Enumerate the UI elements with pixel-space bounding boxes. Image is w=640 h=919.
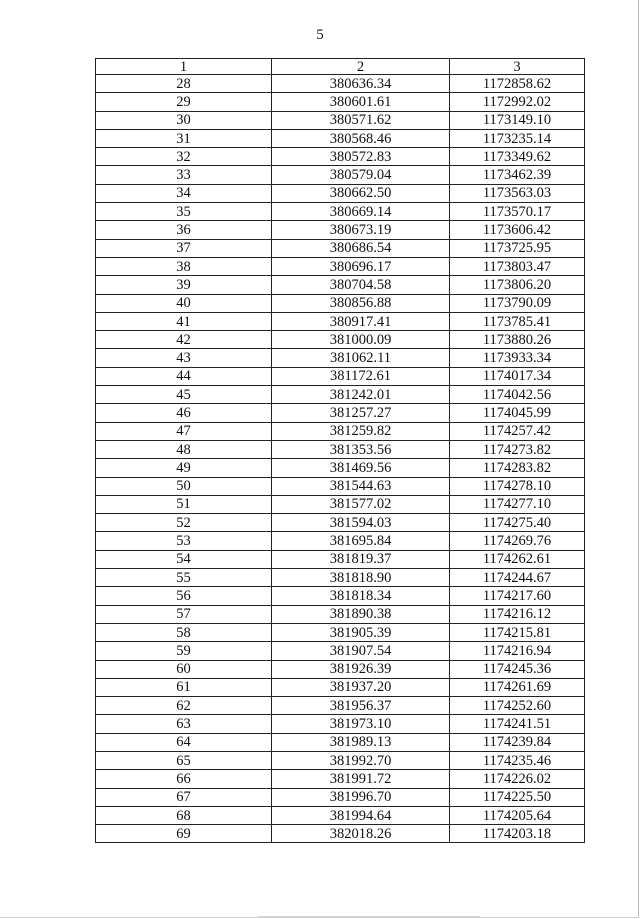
table-cell-col-3: 1174216.94 bbox=[450, 642, 585, 660]
table-cell-col-3: 1172858.62 bbox=[450, 75, 585, 93]
table-cell-col-3: 1173933.34 bbox=[450, 349, 585, 367]
table-cell-col-3: 1174217.60 bbox=[450, 587, 585, 605]
bottom-rule bbox=[258, 916, 480, 917]
table-row bbox=[96, 148, 585, 166]
table-cell-col-2: 380568.46 bbox=[272, 129, 450, 147]
table-cell-col-1: 50 bbox=[96, 477, 272, 495]
table-cell-col-2: 380662.50 bbox=[272, 184, 450, 202]
table-cell-col-2: 382018.26 bbox=[272, 825, 450, 843]
table-row bbox=[96, 239, 585, 257]
table-cell-col-1: 67 bbox=[96, 788, 272, 806]
table-row bbox=[96, 404, 585, 422]
table-cell-col-1: 55 bbox=[96, 569, 272, 587]
header-cell-3: 3 bbox=[450, 59, 585, 75]
table-cell-col-2: 381905.39 bbox=[272, 623, 450, 641]
table-cell-col-1: 35 bbox=[96, 203, 272, 221]
table-cell-col-1: 46 bbox=[96, 404, 272, 422]
table-row bbox=[96, 477, 585, 495]
table-row bbox=[96, 605, 585, 623]
table-cell-col-3: 1174017.34 bbox=[450, 367, 585, 385]
table-cell-col-2: 381926.39 bbox=[272, 660, 450, 678]
table-row bbox=[96, 514, 585, 532]
table-row bbox=[96, 257, 585, 275]
table-row bbox=[96, 93, 585, 111]
table-cell-col-2: 380571.62 bbox=[272, 111, 450, 129]
table-cell-col-2: 381594.03 bbox=[272, 514, 450, 532]
table-cell-col-3: 1173570.17 bbox=[450, 203, 585, 221]
table-body bbox=[96, 75, 585, 843]
table-cell-col-1: 59 bbox=[96, 642, 272, 660]
table-cell-col-1: 34 bbox=[96, 184, 272, 202]
table-row bbox=[96, 678, 585, 696]
table-cell-col-2: 380579.04 bbox=[272, 166, 450, 184]
table-cell-col-3: 1174203.18 bbox=[450, 825, 585, 843]
table-cell-col-3: 1174277.10 bbox=[450, 495, 585, 513]
table-cell-col-2: 381695.84 bbox=[272, 532, 450, 550]
table-cell-col-3: 1174269.76 bbox=[450, 532, 585, 550]
table-cell-col-1: 64 bbox=[96, 733, 272, 751]
table-cell-col-3: 1174235.46 bbox=[450, 751, 585, 769]
table-cell-col-2: 380917.41 bbox=[272, 312, 450, 330]
table-cell-col-1: 40 bbox=[96, 294, 272, 312]
table-cell-col-2: 380673.19 bbox=[272, 221, 450, 239]
table-cell-col-3: 1174241.51 bbox=[450, 715, 585, 733]
table-header bbox=[96, 59, 585, 75]
table-row bbox=[96, 422, 585, 440]
table-cell-col-1: 61 bbox=[96, 678, 272, 696]
table-row bbox=[96, 221, 585, 239]
table-cell-col-1: 42 bbox=[96, 331, 272, 349]
table-cell-col-1: 39 bbox=[96, 276, 272, 294]
table-cell-col-2: 381890.38 bbox=[272, 605, 450, 623]
table-cell-col-2: 381992.70 bbox=[272, 751, 450, 769]
table-cell-col-3: 1174278.10 bbox=[450, 477, 585, 495]
table-row bbox=[96, 276, 585, 294]
table-row bbox=[96, 111, 585, 129]
table-cell-col-2: 380696.17 bbox=[272, 257, 450, 275]
table-cell-col-3: 1174257.42 bbox=[450, 422, 585, 440]
table-row bbox=[96, 166, 585, 184]
table-cell-col-3: 1174042.56 bbox=[450, 386, 585, 404]
table-cell-col-3: 1174252.60 bbox=[450, 697, 585, 715]
table-cell-col-2: 381259.82 bbox=[272, 422, 450, 440]
table-cell-col-3: 1173235.14 bbox=[450, 129, 585, 147]
table-cell-col-3: 1174273.82 bbox=[450, 440, 585, 458]
coordinates-table bbox=[95, 58, 585, 843]
table-row bbox=[96, 733, 585, 751]
table-cell-col-2: 381172.61 bbox=[272, 367, 450, 385]
table-row bbox=[96, 623, 585, 641]
table-cell-col-3: 1173462.39 bbox=[450, 166, 585, 184]
table-row bbox=[96, 75, 585, 93]
table-row bbox=[96, 312, 585, 330]
table-row bbox=[96, 331, 585, 349]
table-cell-col-1: 65 bbox=[96, 751, 272, 769]
table-cell-col-1: 44 bbox=[96, 367, 272, 385]
table-cell-col-3: 1174215.81 bbox=[450, 623, 585, 641]
table-cell-col-2: 381257.27 bbox=[272, 404, 450, 422]
table-row bbox=[96, 660, 585, 678]
table-row bbox=[96, 349, 585, 367]
table-cell-col-3: 1174205.64 bbox=[450, 806, 585, 824]
table-row bbox=[96, 440, 585, 458]
table-cell-col-2: 381353.56 bbox=[272, 440, 450, 458]
table-cell-col-2: 381973.10 bbox=[272, 715, 450, 733]
table-cell-col-2: 381819.37 bbox=[272, 550, 450, 568]
table-cell-col-2: 381062.11 bbox=[272, 349, 450, 367]
table-cell-col-2: 380686.54 bbox=[272, 239, 450, 257]
table-cell-col-1: 57 bbox=[96, 605, 272, 623]
table-cell-col-2: 381956.37 bbox=[272, 697, 450, 715]
table-cell-col-2: 380669.14 bbox=[272, 203, 450, 221]
table-cell-col-2: 381907.54 bbox=[272, 642, 450, 660]
table-cell-col-1: 49 bbox=[96, 459, 272, 477]
table-cell-col-2: 381000.09 bbox=[272, 331, 450, 349]
table-cell-col-3: 1174245.36 bbox=[450, 660, 585, 678]
table-cell-col-2: 380636.34 bbox=[272, 75, 450, 93]
table-row bbox=[96, 129, 585, 147]
table-cell-col-3: 1172992.02 bbox=[450, 93, 585, 111]
table-row bbox=[96, 751, 585, 769]
table-cell-col-2: 381991.72 bbox=[272, 770, 450, 788]
table-cell-col-2: 381994.64 bbox=[272, 806, 450, 824]
header-cell-1: 1 bbox=[96, 59, 272, 75]
table-row bbox=[96, 184, 585, 202]
table-row bbox=[96, 569, 585, 587]
table-cell-col-1: 32 bbox=[96, 148, 272, 166]
table-cell-col-2: 381989.13 bbox=[272, 733, 450, 751]
table-cell-col-3: 1173349.62 bbox=[450, 148, 585, 166]
table-cell-col-3: 1173880.26 bbox=[450, 331, 585, 349]
table-cell-col-3: 1173725.95 bbox=[450, 239, 585, 257]
table-cell-col-1: 58 bbox=[96, 623, 272, 641]
table-row bbox=[96, 203, 585, 221]
header-cell-2: 2 bbox=[272, 59, 450, 75]
table-cell-col-2: 380704.58 bbox=[272, 276, 450, 294]
table-cell-col-1: 28 bbox=[96, 75, 272, 93]
table-cell-col-3: 1174283.82 bbox=[450, 459, 585, 477]
table-row bbox=[96, 788, 585, 806]
table-cell-col-3: 1173790.09 bbox=[450, 294, 585, 312]
table-cell-col-1: 56 bbox=[96, 587, 272, 605]
table-row bbox=[96, 715, 585, 733]
table-cell-col-3: 1174244.67 bbox=[450, 569, 585, 587]
table-cell-col-2: 380572.83 bbox=[272, 148, 450, 166]
table-cell-col-2: 381937.20 bbox=[272, 678, 450, 696]
table-cell-col-3: 1173806.20 bbox=[450, 276, 585, 294]
table-row bbox=[96, 770, 585, 788]
table-cell-col-1: 31 bbox=[96, 129, 272, 147]
table-cell-col-1: 69 bbox=[96, 825, 272, 843]
table-cell-col-3: 1174225.50 bbox=[450, 788, 585, 806]
table-cell-col-1: 41 bbox=[96, 312, 272, 330]
table-cell-col-1: 48 bbox=[96, 440, 272, 458]
table-cell-col-3: 1173785.41 bbox=[450, 312, 585, 330]
table-row bbox=[96, 294, 585, 312]
table-cell-col-2: 381242.01 bbox=[272, 386, 450, 404]
table-cell-col-1: 38 bbox=[96, 257, 272, 275]
table-cell-col-1: 45 bbox=[96, 386, 272, 404]
table-cell-col-3: 1174239.84 bbox=[450, 733, 585, 751]
table-cell-col-2: 380601.61 bbox=[272, 93, 450, 111]
table-cell-col-2: 381577.02 bbox=[272, 495, 450, 513]
table-row bbox=[96, 495, 585, 513]
table-row bbox=[96, 459, 585, 477]
table-row bbox=[96, 367, 585, 385]
table-row bbox=[96, 825, 585, 843]
table-cell-col-1: 29 bbox=[96, 93, 272, 111]
table-cell-col-3: 1174261.69 bbox=[450, 678, 585, 696]
table-cell-col-3: 1174216.12 bbox=[450, 605, 585, 623]
table-cell-col-3: 1173606.42 bbox=[450, 221, 585, 239]
table-cell-col-1: 30 bbox=[96, 111, 272, 129]
table-cell-col-1: 51 bbox=[96, 495, 272, 513]
page-number: 5 bbox=[316, 27, 324, 43]
table-cell-col-3: 1173149.10 bbox=[450, 111, 585, 129]
table-row bbox=[96, 386, 585, 404]
table-cell-col-3: 1174275.40 bbox=[450, 514, 585, 532]
table-cell-col-1: 36 bbox=[96, 221, 272, 239]
table-cell-col-1: 53 bbox=[96, 532, 272, 550]
table-cell-col-1: 68 bbox=[96, 806, 272, 824]
table-cell-col-1: 52 bbox=[96, 514, 272, 532]
table-cell-col-1: 66 bbox=[96, 770, 272, 788]
table-row bbox=[96, 697, 585, 715]
table-cell-col-2: 381818.34 bbox=[272, 587, 450, 605]
table-cell-col-2: 380856.88 bbox=[272, 294, 450, 312]
table-cell-col-1: 63 bbox=[96, 715, 272, 733]
table-row bbox=[96, 550, 585, 568]
table-cell-col-2: 381544.63 bbox=[272, 477, 450, 495]
table-row bbox=[96, 642, 585, 660]
table-cell-col-3: 1173563.03 bbox=[450, 184, 585, 202]
table-row bbox=[96, 806, 585, 824]
table-cell-col-1: 43 bbox=[96, 349, 272, 367]
table-cell-col-1: 37 bbox=[96, 239, 272, 257]
table-cell-col-3: 1174226.02 bbox=[450, 770, 585, 788]
header-row bbox=[96, 59, 585, 75]
table-cell-col-1: 62 bbox=[96, 697, 272, 715]
table-cell-col-2: 381996.70 bbox=[272, 788, 450, 806]
table-cell-col-1: 60 bbox=[96, 660, 272, 678]
table-cell-col-2: 381469.56 bbox=[272, 459, 450, 477]
table-row bbox=[96, 587, 585, 605]
table-cell-col-3: 1174262.61 bbox=[450, 550, 585, 568]
table-cell-col-1: 47 bbox=[96, 422, 272, 440]
table-cell-col-2: 381818.90 bbox=[272, 569, 450, 587]
table-cell-col-1: 33 bbox=[96, 166, 272, 184]
table-cell-col-3: 1173803.47 bbox=[450, 257, 585, 275]
table-row bbox=[96, 532, 585, 550]
table-cell-col-3: 1174045.99 bbox=[450, 404, 585, 422]
table-cell-col-1: 54 bbox=[96, 550, 272, 568]
